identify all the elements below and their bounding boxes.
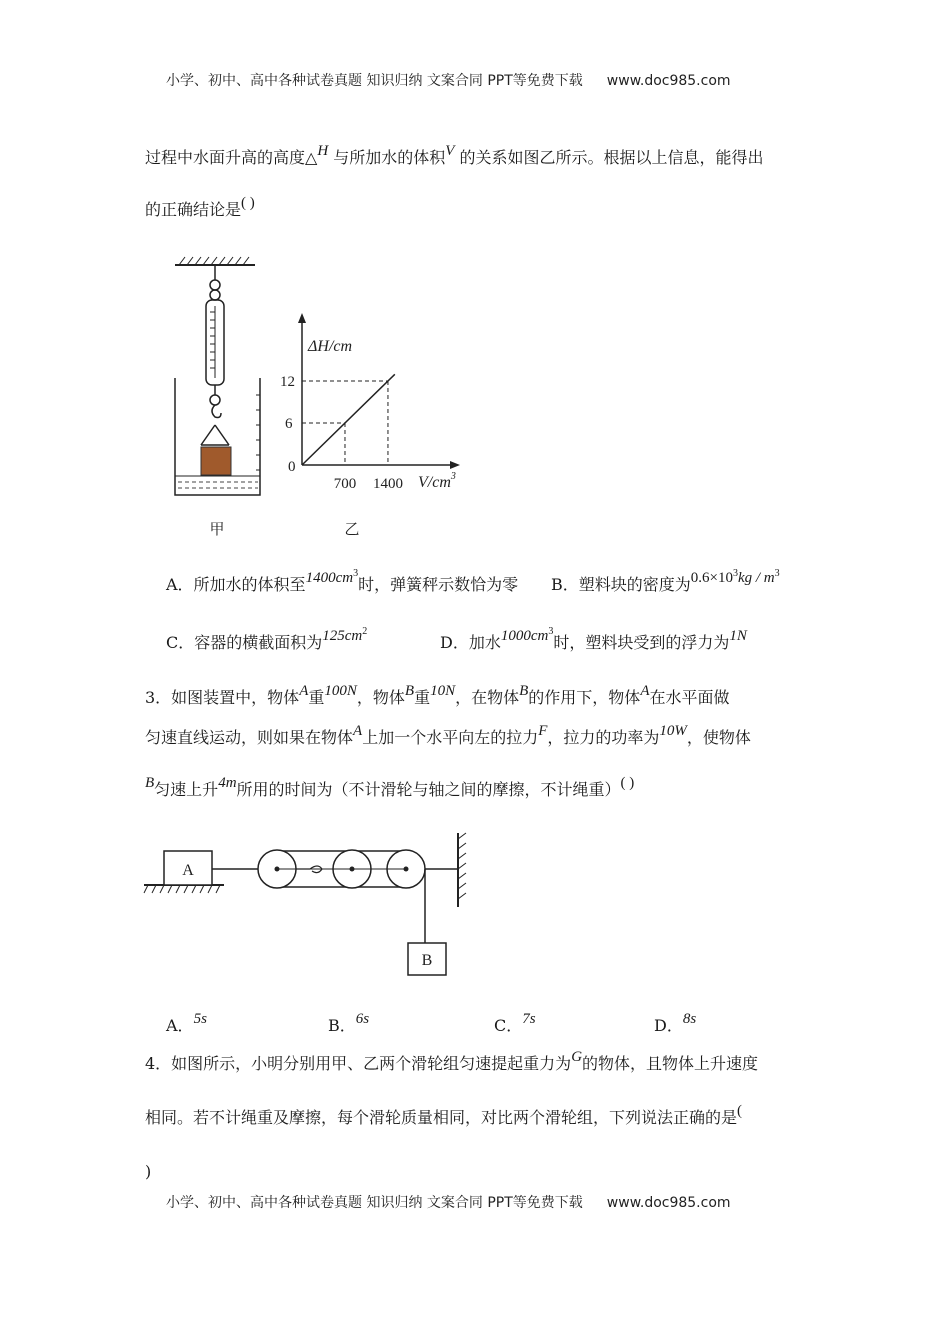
page-footer [166, 1192, 731, 1212]
header-url[interactable]: www.doc985.com [606, 73, 731, 89]
y-tick-label: 6 [285, 416, 293, 432]
q4-line2: 相同。若不计绳重及摩擦，每个滑轮质量相同，对比两个滑轮组，下列说法正确的是( [145, 1103, 743, 1127]
figure-jia-label: 甲 [209, 522, 225, 538]
x-axis-arrow-icon [450, 461, 460, 469]
figure-yi-label: 乙 [344, 522, 360, 538]
q4-line3: ) [145, 1162, 152, 1181]
y-axis-arrow-icon [298, 313, 306, 323]
q2-option-c[interactable]: C．容器的横截面积为$125cm^2$ [166, 626, 368, 652]
x-tick-label: 700 [333, 476, 357, 492]
q2-line1: 过程中水面升高的高度△H 与所加水的体积V 的关系如图乙所示。根据以上信息，能得出 [145, 143, 764, 167]
footer-url[interactable]: www.doc985.com [606, 1195, 731, 1211]
q2-option-b[interactable]: B．塑料块的密度为$0.6\times 10^3kg / m^3$ [551, 568, 780, 594]
q3-line1: 3．如图装置中，物体A重100N，物体B重10N，在物体B的作用下，物体A在水平面做 [145, 683, 730, 707]
page-header [166, 70, 731, 90]
q4-line1: 4．如图所示，小明分别用甲、乙两个滑轮组匀速提起重力为G的物体，且物体上升速度 [145, 1049, 759, 1073]
q3-line3: B匀速上升4m所用的时间为（不计滑轮与轴之间的摩擦，不计绳重）( ) [145, 775, 635, 799]
q2-option-d[interactable]: D．加水$1000cm^3$时，塑料块受到的浮力为1N [440, 626, 747, 652]
y-tick-label: 12 [280, 374, 295, 390]
q3-option-d[interactable]: D．8s [654, 1011, 697, 1035]
block-b-label: B [421, 952, 433, 969]
data-line [302, 374, 395, 465]
q3-option-a[interactable]: A．5s [166, 1011, 207, 1035]
q2-line2: 的正确结论是( ) [145, 195, 255, 219]
q3-option-c[interactable]: C．7s [494, 1011, 536, 1035]
x-axis-label: $V/cm^3$ [418, 471, 456, 491]
y-axis-label: ΔH/cm [308, 338, 353, 355]
q3-pulley-figure [140, 825, 480, 985]
q2-option-a[interactable]: A．所加水的体积至$1400cm^3$时，弹簧秤示数恰为零 [166, 568, 519, 594]
header-text: 小学、初中、高中各种试卷真题 知识归纳 文案合同 PPT等免费下载 [166, 73, 583, 89]
figure-jia [165, 250, 275, 540]
x-tick-label: 1400 [372, 476, 403, 492]
q3-option-b[interactable]: B．6s [328, 1011, 370, 1035]
q3-line2: 匀速直线运动，则如果在物体A上加一个水平向左的拉力F，拉力的功率为10W，使物体 [145, 723, 751, 747]
figure-yi-graph [280, 305, 480, 545]
block-a-label: A [182, 862, 194, 879]
origin-label: 0 [288, 459, 296, 475]
footer-text: 小学、初中、高中各种试卷真题 知识归纳 文案合同 PPT等免费下载 [166, 1195, 583, 1211]
